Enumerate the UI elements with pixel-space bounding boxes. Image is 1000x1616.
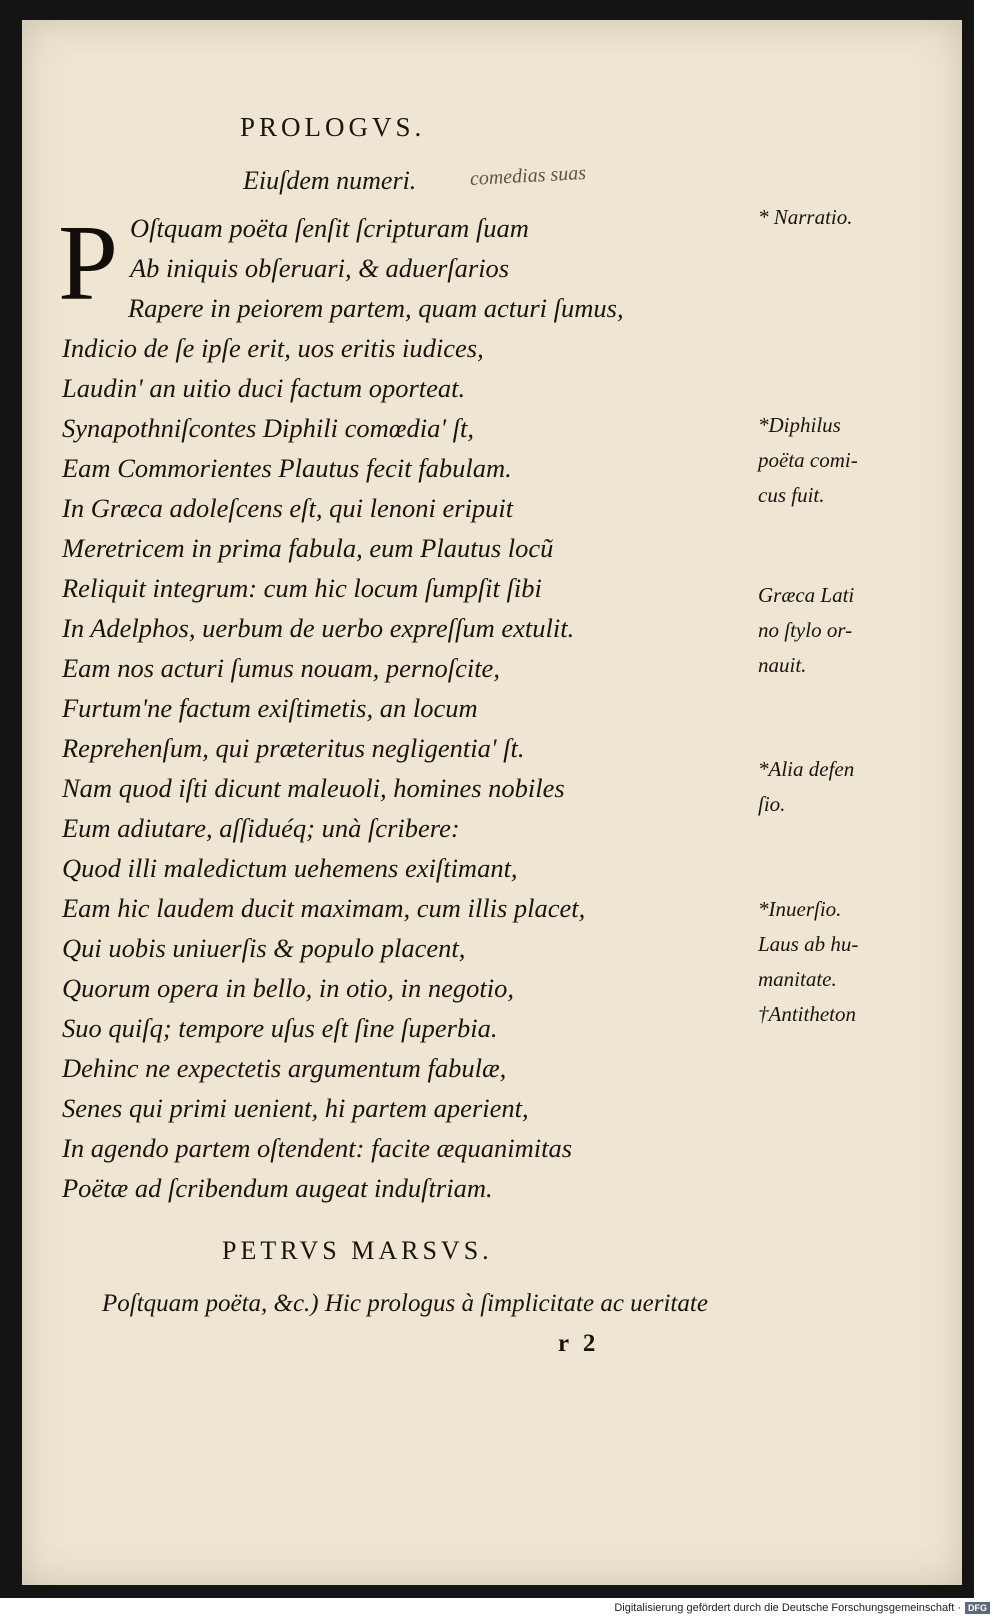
- verse-line: Dehinc ne expectetis argumentum fabulæ,: [62, 1053, 507, 1083]
- margin-note-line: *Alia defen: [758, 757, 855, 781]
- verse-line: Indicio de ſe ipſe erit, uos eritis iudices,: [62, 333, 484, 363]
- digitization-credit: [614, 1602, 990, 1614]
- margin-note-diphilus: [758, 408, 858, 513]
- margin-note-line: * Narratio.: [758, 205, 853, 229]
- verse-line: Senes qui primi uenient, hi partem aperient,: [62, 1093, 529, 1123]
- margin-note-inuersio: [758, 892, 858, 1032]
- margin-note-graeca: [758, 578, 854, 683]
- verse-line: Poëtæ ad ſcribendum augeat induſtriam.: [62, 1173, 493, 1203]
- verse-line: Eam hic laudem ducit maximam, cum illis placet,: [62, 893, 586, 923]
- verse-line: Furtum'ne factum exiſtimetis, an locum: [62, 693, 478, 723]
- margin-note-line: manitate.: [758, 967, 837, 991]
- verse-line: Suo quiſq; tempore uſus eſt ſine ſuperbia.: [62, 1013, 498, 1043]
- margin-note-defensio: [758, 752, 854, 822]
- dfg-logo-icon: DFG: [965, 1602, 990, 1614]
- verse-line: Quod illi maledictum uehemens exiſtimant,: [62, 853, 518, 883]
- verse-line: Meretricem in prima fabula, eum Plautus locũ: [62, 533, 554, 563]
- margin-note-line: poëta comi-: [758, 448, 858, 472]
- signature-mark: r 2: [558, 1330, 600, 1357]
- verse-line: Synapothniſcontes Diphili comœdia' ſt,: [62, 413, 474, 443]
- margin-note-line: Græca Lati: [758, 583, 855, 607]
- margin-note-line: cus fuit.: [758, 483, 825, 507]
- verse-line: Quorum opera in bello, in otio, in negotio,: [62, 973, 514, 1003]
- margin-note-narratio: [758, 200, 853, 235]
- commentary-text: Poſtquam poëta, &c.) Hic prologus à ſimplicitate ac ueritate: [102, 1290, 708, 1317]
- verse-line: Eam nos acturi ſumus nouam, pernoſcite,: [62, 653, 500, 683]
- verse-line: Qui uobis uniuerſis & populo placent,: [62, 933, 466, 963]
- margin-note-line: ſio.: [758, 792, 786, 816]
- verse-line: In Adelphos, uerbum de uerbo expreſſum extulit.: [62, 613, 575, 643]
- verse-line: In agendo partem oſtendent: facite æquanimitas: [62, 1133, 573, 1163]
- margin-note-line: *Diphilus: [758, 413, 841, 437]
- subhead: Eiuſdem numeri.: [243, 166, 417, 195]
- handwritten-annotation: comedias suas: [469, 161, 587, 190]
- verse-line: Nam quod iſti dicunt maleuoli, homines nobiles: [62, 773, 565, 803]
- verse-line: In Græca adoleſcens eſt, qui lenoni eripuit: [62, 493, 514, 523]
- verse-line: Eum adiutare, aſſiduéq; unà ſcribere:: [62, 813, 460, 843]
- drop-cap: P: [58, 204, 119, 323]
- margin-note-line: nauit.: [758, 653, 807, 677]
- margin-note-line: Laus ab hu-: [758, 932, 859, 956]
- credit-text: Digitalisierung gefördert durch die Deutsche Forschungsgemeinschaft ·: [614, 1602, 961, 1614]
- verse-line: Ab iniquis obſeruari, & aduerſarios: [130, 253, 510, 283]
- running-head: PROLOGVS.: [240, 112, 426, 142]
- margin-note-line: no ſtylo or-: [758, 618, 853, 642]
- verse-line: Oſtquam poëta ſenſit ſcripturam ſuam: [130, 213, 529, 243]
- verse-line: Rapere in peiorem partem, quam acturi ſumus,: [128, 293, 624, 323]
- margin-note-line: *Inuerſio.: [758, 897, 842, 921]
- verse-line: Eam Commorientes Plautus fecit fabulam.: [62, 453, 512, 483]
- verse-line: Reprehenſum, qui præteritus negligentia' ſt.: [62, 733, 525, 763]
- verse-line: Laudin' an uitio duci factum oporteat.: [62, 373, 466, 403]
- margin-note-line: †Antitheton: [758, 1002, 856, 1026]
- commentary-heading: PETRVS MARSVS.: [222, 1236, 493, 1265]
- verse-line: Reliquit integrum: cum hic locum ſumpſit ſibi: [62, 573, 542, 603]
